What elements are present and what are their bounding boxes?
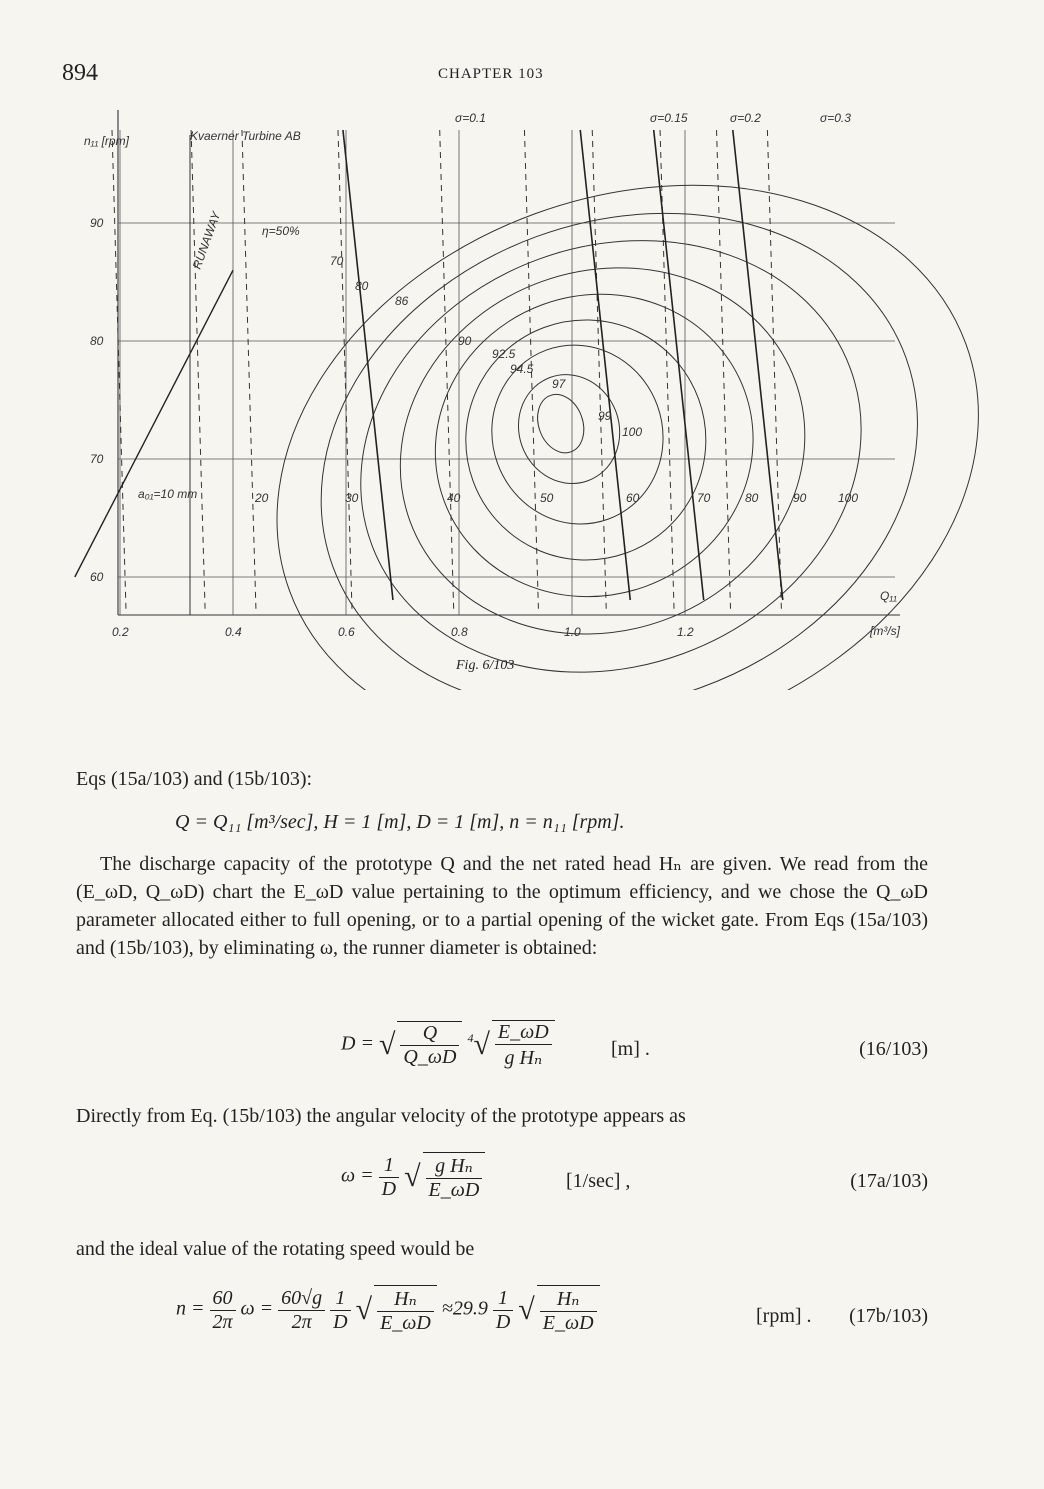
eq17b-s1n: Hₙ [377, 1286, 434, 1312]
sigma-label: σ=0.15 [650, 111, 688, 125]
sigma-label: σ=0.3 [820, 111, 851, 125]
efficiency-label: 80 [355, 279, 369, 293]
sigma-label: σ=0.2 [730, 111, 761, 125]
gate-opening-line [112, 130, 126, 610]
gate-opening-value: 50 [540, 491, 554, 505]
sqrt-symbol: √ [404, 1160, 421, 1193]
eq16-den1: Q_ωD [403, 1046, 457, 1068]
gate-opening-line [767, 130, 781, 610]
gate-opening-value: 100 [838, 491, 859, 505]
eq17b-f4n: 1 [493, 1287, 513, 1311]
eq17b-f1n: 60 [210, 1287, 236, 1311]
intro-text: Eqs (15a/103) and (15b/103): [76, 768, 313, 790]
efficiency-contour [530, 388, 592, 459]
eq17b-number: (17b/103) [849, 1305, 928, 1327]
sqrt-symbol: √ [355, 1293, 373, 1326]
eq16-lhs: D = [341, 1032, 374, 1055]
sqrt-symbol: √ [378, 1028, 396, 1061]
gate-opening-value: 90 [793, 491, 807, 505]
y-tick-label: 70 [90, 452, 104, 466]
efficiency-contour [300, 172, 923, 690]
eq16-num1: Q [400, 1022, 459, 1046]
definition-line: Q = Q₁₁ [m³/sec], H = 1 [m], D = 1 [m], n = n₁₁ [rpm]. [175, 811, 625, 833]
gate-opening-value: 20 [255, 491, 269, 505]
running-head: CHAPTER 103 [438, 66, 544, 82]
eq17b-s2n: Hₙ [540, 1286, 597, 1312]
sigma-line [733, 130, 783, 600]
efficiency-contour [432, 286, 740, 594]
eq17b-f1d: 2π [212, 1310, 233, 1333]
runaway-line [75, 270, 233, 577]
sqrt-symbol: √ [518, 1293, 535, 1326]
x-tick-label: 1.2 [677, 625, 694, 639]
hill-chart [0, 90, 1044, 690]
y-axis-label: n₁₁ [rpm] [84, 134, 129, 148]
eq17a-lhs: ω = [341, 1164, 374, 1187]
eq16-root-index: 4 [467, 1030, 474, 1045]
y-tick-label: 90 [90, 216, 104, 230]
gate-opening-value: 80 [745, 491, 759, 505]
efficiency-contour [503, 360, 635, 498]
efficiency-contour [197, 90, 1044, 690]
y-tick-label: 80 [90, 334, 104, 348]
efficiency-label: 90 [458, 334, 472, 348]
sigma-line [580, 130, 630, 600]
efficiency-label: 92.5 [492, 347, 516, 361]
eq17a-unit: [1/sec] , [566, 1170, 631, 1192]
x-axis-label: Q₁₁ [880, 589, 897, 603]
eq17b-f3n: 1 [330, 1287, 350, 1311]
sigma-line [654, 130, 704, 600]
figure-caption: Fig. 6/103 [456, 658, 515, 673]
sentence-rotating-speed: and the ideal value of the rotating speed would be [76, 1238, 475, 1260]
eq17b-f2n: 60√g [278, 1287, 325, 1311]
equation-17b [76, 1285, 928, 1349]
eq17b-approx: ≈29.9 [441, 1297, 488, 1320]
efficiency-contour [348, 212, 859, 690]
efficiency-label: 99 [598, 409, 612, 423]
eq17b-s1d: E_ωD [380, 1312, 431, 1334]
efficiency-label: 86 [395, 294, 409, 308]
eq17b-unit: [rpm] . [756, 1305, 812, 1327]
gate-opening-line [191, 130, 205, 610]
eq16-unit: [m] . [611, 1038, 650, 1060]
x-tick-label: 0.2 [112, 625, 129, 639]
efficiency-label: 100 [622, 425, 643, 439]
eq17b-s2d: E_ωD [542, 1312, 594, 1334]
sigma-label: σ=0.1 [455, 111, 486, 125]
gate-opening-value: 60 [626, 491, 640, 505]
eq17a-den1: D [381, 1177, 397, 1200]
efficiency-label: 97 [552, 377, 566, 391]
paragraph: The discharge capacity of the prototype Q and the net rated head Hₙ are given. We read from the (E_ωD, Q_ωD) chart the E_ωD value pertaining to the optimum efficiency, and we chose the Q_ωD parameter allocated either to full opening, or to a partial opening of the wicket gate. From Eqs (15a/103) and (15b/103), by eliminating ω, the runner diameter is obtained: [76, 853, 928, 959]
gate-opening-value: 40 [447, 491, 461, 505]
eq17a-number: (17a/103) [850, 1170, 928, 1192]
x-unit-label: [m³/s] [870, 624, 900, 638]
sigma-line [343, 130, 393, 600]
equation-16 [76, 1020, 928, 1080]
runaway-label: RUNAWAY [189, 209, 224, 272]
x-tick-label: 0.4 [225, 625, 242, 639]
eq17b-mid: ω = [240, 1297, 274, 1320]
efficiency-label: 70 [330, 254, 344, 268]
eq17a-num2: g Hₙ [426, 1153, 483, 1179]
x-tick-label: 0.8 [451, 625, 468, 639]
eq17b-f3d: D [333, 1310, 348, 1333]
eq17a-num1: 1 [379, 1154, 399, 1178]
gate-opening-label: a₀₁=10 mm [138, 487, 198, 501]
gate-opening-line [717, 130, 731, 610]
efficiency-label: 94.5 [510, 362, 534, 376]
hill-chart-figure [0, 90, 1044, 690]
sqrt-symbol: √ [473, 1028, 490, 1061]
gate-opening-line [440, 130, 454, 610]
sentence-angular-velocity: Directly from Eq. (15b/103) the angular velocity of the prototype appears as [76, 1105, 686, 1127]
page-number: 894 [62, 60, 98, 86]
x-tick-label: 1.0 [564, 625, 581, 639]
y-tick-label: 60 [90, 570, 104, 584]
eta-label: η=50% [262, 224, 300, 238]
gate-opening-value: 30 [345, 491, 359, 505]
eq17a-den2: E_ωD [428, 1179, 480, 1201]
eq17b-f2d: 2π [291, 1310, 312, 1333]
brand-label: Kvaerner Turbine AB [190, 129, 301, 143]
eq16-num2: E_ωD [495, 1021, 552, 1045]
eq16-den2: g Hₙ [504, 1047, 543, 1069]
eq17b-f4d: D [495, 1310, 511, 1333]
equation-17a [76, 1152, 928, 1212]
gate-opening-line [592, 130, 606, 610]
efficiency-contour [251, 132, 988, 690]
eq17b-lhs: n = [176, 1297, 205, 1320]
gate-opening-value: 70 [697, 491, 711, 505]
x-tick-label: 0.6 [338, 625, 355, 639]
eq16-number: (16/103) [859, 1038, 928, 1060]
gate-opening-line [242, 130, 256, 610]
